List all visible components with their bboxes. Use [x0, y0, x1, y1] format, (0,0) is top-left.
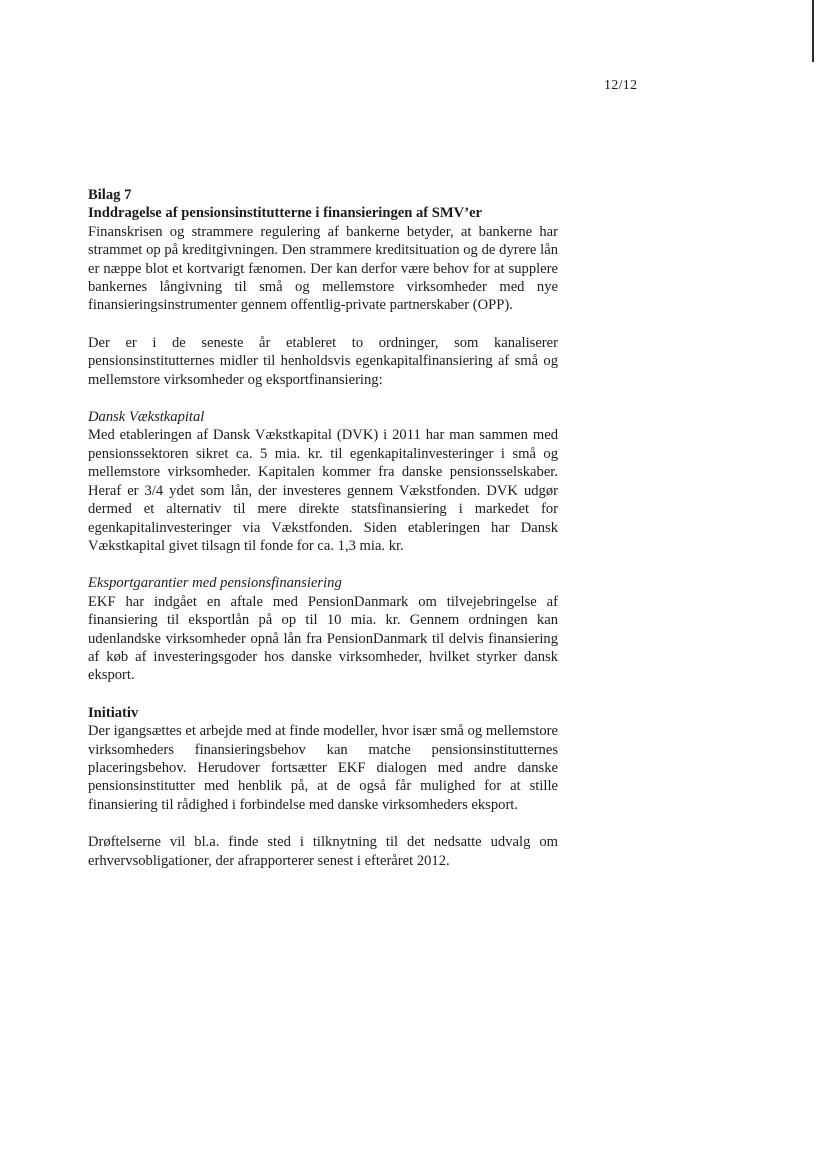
section-eksportgarantier: [88, 574, 558, 684]
section-body: EKF har indgået en aftale med PensionDanmark om tilvejebringelse af finansiering til eksportlån på op til 10 mia. kr. Gennem ordningen kan udenlandske virksomheder opnå lån fra PensionDanmark til delvis finansiering af køb af investeringsgoder hos danske virksomheder, hvilket styrker dansk eksport.: [88, 593, 558, 684]
section-body: Med etableringen af Dansk Vækstkapital (DVK) i 2011 har man sammen med pensionssektoren sikret ca. 5 mia. kr. til egenkapitalinvesteringer i små og mellemstore virksomheder. Kapitalen kommer fra danske pensionsselskaber. Heraf er 3/4 ydet som lån, der investeres gennem Vækstfonden. DVK udgør dermed et alternativ til mere direkte statsfinansiering i markedet for egenkapitalinvesteringer via Vækstfonden. Siden etableringen har Dansk Vækstkapital givet tilsagn til fonde for ca. 1,3 mia. kr.: [88, 427, 558, 554]
intro-paragraph: Finanskrisen og strammere regulering af bankerne betyder, at bankerne har strammet op på kreditgivningen. Den strammere kreditsituation og de dyrere lån er næppe blot et kortvarigt fænomen. Der kan derfor være behov for at supplere bankernes långivning til små og mellemstore virksomheder med nye finansieringsinstrumenter gennem offentlig-private partnerskaber (OPP).: [88, 223, 558, 314]
section-dansk-vaekstkapital: [88, 408, 558, 555]
document-body: [88, 186, 558, 870]
section-initiativ: [88, 704, 558, 814]
section-heading: Eksportgarantier med pensionsfinansiering: [88, 575, 342, 592]
document-title: Inddragelse af pensionsinstitutterne i finansieringen af SMV’er: [88, 205, 483, 222]
scan-edge-line: [812, 0, 814, 62]
section-body: Der igangsættes et arbejde med at finde modeller, hvor især små og mellemstore virksomheders finansieringsbehov kan matche pensionsinstitutternes placeringsbehov. Herudover fortsætter EKF dialogen med andre danske pensionsinstitutter med henblik på, at de også får mulighed for at stille finansiering til rådighed i forbindelse med danske virksomheders eksport.: [88, 723, 558, 813]
schemes-paragraph: Der er i de seneste år etableret to ordninger, som kanaliserer pensionsinstitutternes midler til henholdsvis egenkapitalfinansiering af små og mellemstore virksomheder og eksportfinansiering:: [88, 334, 558, 388]
closing-paragraph: Drøftelserne vil bl.a. finde sted i tilknytning til det nedsatte udvalg om erhvervsobligationer, der afrapporterer senest i efteråret 2012.: [88, 834, 558, 869]
section-heading: Initiativ: [88, 704, 139, 721]
appendix-label: Bilag 7: [88, 187, 132, 203]
page-number: 12/12: [604, 78, 638, 93]
section-heading: Dansk Vækstkapital: [88, 409, 205, 426]
